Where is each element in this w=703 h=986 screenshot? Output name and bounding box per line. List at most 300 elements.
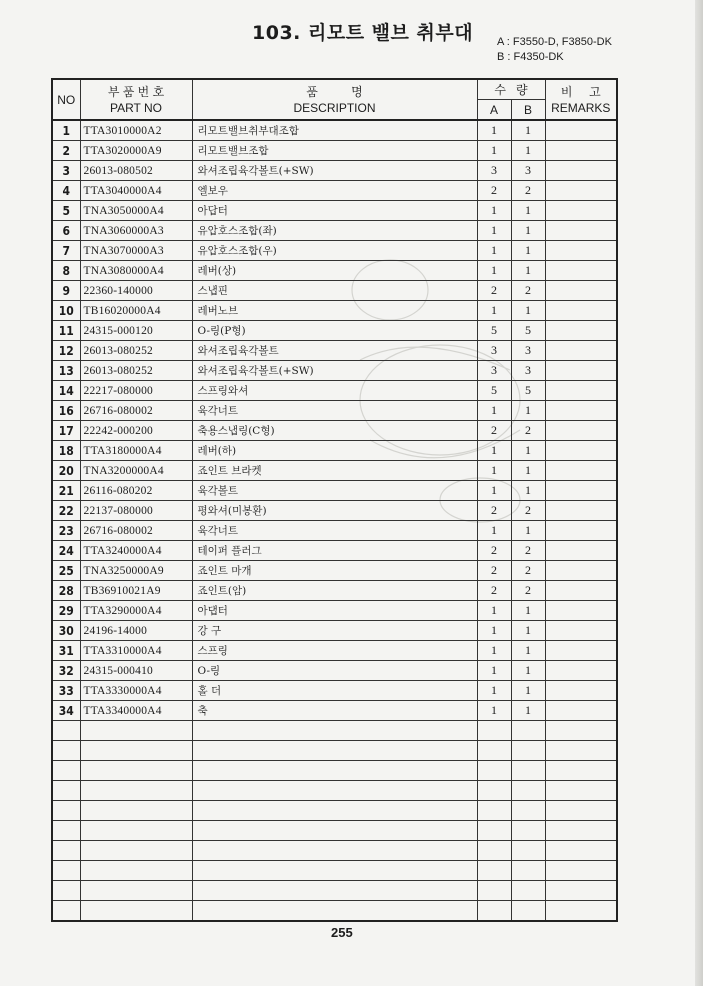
empty-row [52,901,617,922]
header-desc-en: DESCRIPTION [293,100,376,115]
empty-cell [80,741,192,761]
remarks-cell [545,601,617,621]
item-number-cell: 34 [52,701,80,721]
remarks-cell [545,141,617,161]
empty-cell [511,761,545,781]
empty-cell [545,721,617,741]
empty-cell [477,841,511,861]
header-qty: 수 량 [477,79,545,100]
qty-b-cell: 1 [511,301,545,321]
description-cell: 평와셔(미봉환) [192,501,477,521]
remarks-cell [545,241,617,261]
qty-a-cell: 3 [477,341,511,361]
qty-a-cell: 2 [477,581,511,601]
remarks-cell [545,361,617,381]
empty-row [52,881,617,901]
part-number-cell: TTA3290000A4 [80,601,192,621]
empty-cell [192,761,477,781]
qty-a-cell: 1 [477,441,511,461]
item-number-cell: 18 [52,441,80,461]
table-row [52,141,617,161]
qty-a-cell: 1 [477,621,511,641]
table-row [52,201,617,221]
item-number-cell: 3 [52,161,80,181]
item-number-cell: 28 [52,581,80,601]
qty-b-cell: 2 [511,501,545,521]
qty-b-cell: 2 [511,581,545,601]
empty-cell [192,801,477,821]
qty-a-cell: 1 [477,261,511,281]
item-number-cell: 23 [52,521,80,541]
empty-cell [80,841,192,861]
item-number-cell: 13 [52,361,80,381]
header-remarks-en: REMARKS [551,100,611,115]
qty-a-cell: 2 [477,421,511,441]
qty-a-cell: 1 [477,201,511,221]
remarks-cell [545,381,617,401]
empty-cell [80,781,192,801]
table-row [52,281,617,301]
description-cell: 죠인트(암) [192,581,477,601]
description-cell: 스프링와셔 [192,381,477,401]
qty-a-cell: 1 [477,401,511,421]
qty-b-cell: 1 [511,641,545,661]
item-number-cell: 20 [52,461,80,481]
description-cell: 스프링 [192,641,477,661]
model-note-b: B : F4350-DK [497,51,564,63]
remarks-cell [545,281,617,301]
empty-cell [545,881,617,901]
empty-cell [52,801,80,821]
part-number-cell: 22137-080000 [80,501,192,521]
item-number-cell: 17 [52,421,80,441]
page-number: 255 [331,925,353,940]
description-cell: 유압호스조합(좌) [192,221,477,241]
description-cell: 육각너트 [192,401,477,421]
part-number-cell: 26716-080002 [80,521,192,541]
item-number-cell: 2 [52,141,80,161]
part-number-cell: TTA3180000A4 [80,441,192,461]
qty-a-cell: 1 [477,221,511,241]
qty-b-cell: 1 [511,701,545,721]
description-cell: 축 [192,701,477,721]
empty-row [52,741,617,761]
item-number-cell: 22 [52,501,80,521]
remarks-cell [545,561,617,581]
empty-row [52,841,617,861]
item-number-cell: 21 [52,481,80,501]
table-row [52,601,617,621]
empty-cell [52,881,80,901]
table-row [52,541,617,561]
part-number-cell: 26116-080202 [80,481,192,501]
part-number-cell: TNA3070000A3 [80,241,192,261]
description-cell: 와셔조립육각볼트 [192,341,477,361]
table-row [52,501,617,521]
part-number-cell: 22242-000200 [80,421,192,441]
part-number-cell: TTA3340000A4 [80,701,192,721]
part-number-cell: TNA3250000A9 [80,561,192,581]
empty-cell [192,881,477,901]
qty-a-cell: 1 [477,301,511,321]
remarks-cell [545,581,617,601]
empty-cell [477,881,511,901]
empty-cell [80,721,192,741]
qty-b-cell: 1 [511,481,545,501]
empty-cell [52,781,80,801]
qty-b-cell: 1 [511,120,545,141]
empty-cell [511,881,545,901]
header-qty-a: A [477,100,511,121]
description-cell: 스냅핀 [192,281,477,301]
header-description [192,79,477,120]
qty-a-cell: 5 [477,381,511,401]
empty-cell [80,801,192,821]
empty-cell [511,841,545,861]
part-number-cell: TTA3040000A4 [80,181,192,201]
empty-row [52,821,617,841]
table-row [52,701,617,721]
part-number-cell: TNA3200000A4 [80,461,192,481]
empty-cell [545,821,617,841]
header-remarks-ko: 비 고 [560,84,601,99]
description-cell: 육각볼트 [192,481,477,501]
empty-cell [192,781,477,801]
empty-cell [545,861,617,881]
qty-b-cell: 1 [511,441,545,461]
item-number-cell: 12 [52,341,80,361]
table-row [52,341,617,361]
empty-cell [80,821,192,841]
empty-cell [192,841,477,861]
description-cell: 육각너트 [192,521,477,541]
qty-a-cell: 2 [477,181,511,201]
header-part-en: PART NO [109,100,162,115]
empty-cell [511,741,545,761]
header-part-ko: 부 품 번 호 [107,84,165,99]
empty-cell [52,741,80,761]
remarks-cell [545,441,617,461]
remarks-cell [545,161,617,181]
table-row [52,120,617,141]
remarks-cell [545,681,617,701]
part-number-cell: TTA3310000A4 [80,641,192,661]
empty-row [52,801,617,821]
qty-b-cell: 3 [511,361,545,381]
empty-cell [52,721,80,741]
empty-cell [192,901,477,922]
empty-row [52,761,617,781]
description-cell: 리모트밸브조합 [192,141,477,161]
qty-b-cell: 2 [511,541,545,561]
empty-cell [477,761,511,781]
item-number-cell: 14 [52,381,80,401]
part-number-cell: 26013-080502 [80,161,192,181]
description-cell: 리모트밸브취부대조합 [192,120,477,141]
empty-cell [80,761,192,781]
description-cell: 강 구 [192,621,477,641]
header-part-no [80,79,192,120]
model-note-a: A : F3550-D, F3850-DK [497,36,612,48]
empty-cell [511,901,545,922]
part-number-cell: 24315-000120 [80,321,192,341]
remarks-cell [545,461,617,481]
qty-a-cell: 1 [477,521,511,541]
parts-table [51,78,618,922]
part-number-cell: 26013-080252 [80,361,192,381]
qty-a-cell: 1 [477,661,511,681]
empty-cell [511,721,545,741]
description-cell: 와셔조립육각볼트(+SW) [192,161,477,181]
qty-b-cell: 1 [511,221,545,241]
remarks-cell [545,621,617,641]
empty-cell [545,901,617,922]
remarks-cell [545,261,617,281]
page-edge [695,0,703,986]
item-number-cell: 10 [52,301,80,321]
qty-a-cell: 2 [477,541,511,561]
empty-cell [511,821,545,841]
item-number-cell: 1 [52,120,80,141]
empty-cell [511,801,545,821]
remarks-cell [545,221,617,241]
table-row [52,181,617,201]
qty-a-cell: 5 [477,321,511,341]
empty-cell [52,861,80,881]
remarks-cell [545,421,617,441]
remarks-cell [545,321,617,341]
remarks-cell [545,341,617,361]
part-number-cell: TNA3050000A4 [80,201,192,221]
remarks-cell [545,701,617,721]
item-number-cell: 31 [52,641,80,661]
table-row [52,621,617,641]
qty-a-cell: 1 [477,241,511,261]
empty-cell [52,901,80,922]
qty-b-cell: 1 [511,681,545,701]
table-row [52,421,617,441]
empty-cell [80,861,192,881]
part-number-cell: 22217-080000 [80,381,192,401]
table-row [52,461,617,481]
qty-b-cell: 3 [511,161,545,181]
table-row [52,681,617,701]
description-cell: 죠인트 마개 [192,561,477,581]
empty-cell [52,821,80,841]
item-number-cell: 29 [52,601,80,621]
table-row [52,441,617,461]
table-row [52,161,617,181]
qty-a-cell: 2 [477,561,511,581]
qty-a-cell: 1 [477,141,511,161]
empty-cell [477,741,511,761]
empty-cell [477,721,511,741]
qty-a-cell: 3 [477,161,511,181]
description-cell: 홀 더 [192,681,477,701]
table-row [52,241,617,261]
item-number-cell: 9 [52,281,80,301]
qty-b-cell: 2 [511,181,545,201]
empty-cell [545,761,617,781]
qty-a-cell: 1 [477,601,511,621]
page-title: 103. 리모트 밸브 취부대 [252,22,474,44]
qty-a-cell: 2 [477,281,511,301]
qty-b-cell: 2 [511,421,545,441]
description-cell: 죠인트 브라켓 [192,461,477,481]
qty-b-cell: 1 [511,241,545,261]
description-cell: O-링 [192,661,477,681]
item-number-cell: 33 [52,681,80,701]
part-number-cell: TTA3020000A9 [80,141,192,161]
part-number-cell: 24196-14000 [80,621,192,641]
table-row [52,381,617,401]
item-number-cell: 4 [52,181,80,201]
remarks-cell [545,501,617,521]
qty-b-cell: 1 [511,661,545,681]
qty-a-cell: 1 [477,481,511,501]
part-number-cell: 26716-080002 [80,401,192,421]
empty-cell [477,821,511,841]
item-number-cell: 8 [52,261,80,281]
qty-a-cell: 1 [477,701,511,721]
empty-cell [545,781,617,801]
remarks-cell [545,521,617,541]
qty-b-cell: 1 [511,141,545,161]
qty-b-cell: 1 [511,601,545,621]
part-number-cell: 22360-140000 [80,281,192,301]
qty-b-cell: 1 [511,261,545,281]
part-number-cell: TB36910021A9 [80,581,192,601]
empty-row [52,781,617,801]
qty-b-cell: 2 [511,281,545,301]
part-number-cell: 26013-080252 [80,341,192,361]
empty-cell [52,841,80,861]
item-number-cell: 5 [52,201,80,221]
item-number-cell: 6 [52,221,80,241]
table-row [52,481,617,501]
qty-b-cell: 5 [511,321,545,341]
qty-b-cell: 1 [511,401,545,421]
empty-cell [477,801,511,821]
remarks-cell [545,401,617,421]
item-number-cell: 7 [52,241,80,261]
table-row [52,321,617,341]
item-number-cell: 16 [52,401,80,421]
empty-cell [477,901,511,922]
description-cell: 와셔조립육각볼트(+SW) [192,361,477,381]
description-cell: 아댑터 [192,601,477,621]
part-number-cell: TTA3010000A2 [80,120,192,141]
description-cell: 레버(상) [192,261,477,281]
table-row [52,661,617,681]
table-row [52,221,617,241]
remarks-cell [545,641,617,661]
header-no: NO [52,79,80,120]
header-qty-b: B [511,100,545,121]
remarks-cell [545,301,617,321]
remarks-cell [545,481,617,501]
empty-cell [477,861,511,881]
table-row [52,521,617,541]
empty-cell [545,841,617,861]
empty-row [52,721,617,741]
qty-a-cell: 1 [477,681,511,701]
qty-b-cell: 2 [511,561,545,581]
qty-b-cell: 3 [511,341,545,361]
qty-a-cell: 1 [477,120,511,141]
part-number-cell: TTA3240000A4 [80,541,192,561]
remarks-cell [545,120,617,141]
empty-cell [80,901,192,922]
qty-a-cell: 3 [477,361,511,381]
item-number-cell: 24 [52,541,80,561]
table-row [52,561,617,581]
empty-cell [192,721,477,741]
item-number-cell: 30 [52,621,80,641]
remarks-cell [545,181,617,201]
empty-cell [477,781,511,801]
description-cell: 테이퍼 플러그 [192,541,477,561]
remarks-cell [545,201,617,221]
remarks-cell [545,661,617,681]
qty-a-cell: 2 [477,501,511,521]
qty-a-cell: 1 [477,641,511,661]
description-cell: 레버노브 [192,301,477,321]
table-row [52,261,617,281]
empty-cell [80,881,192,901]
empty-cell [192,741,477,761]
qty-b-cell: 1 [511,461,545,481]
table-row [52,581,617,601]
table-row [52,301,617,321]
description-cell: O-링(P형) [192,321,477,341]
qty-b-cell: 1 [511,521,545,541]
part-number-cell: TNA3060000A3 [80,221,192,241]
table-row [52,361,617,381]
empty-row [52,861,617,881]
part-number-cell: TTA3330000A4 [80,681,192,701]
header-desc-ko: 품 명 [306,84,363,99]
description-cell: 엘보우 [192,181,477,201]
table-row [52,641,617,661]
table-row [52,401,617,421]
part-number-cell: 24315-000410 [80,661,192,681]
qty-a-cell: 1 [477,461,511,481]
empty-cell [545,801,617,821]
part-number-cell: TNA3080000A4 [80,261,192,281]
description-cell: 유압호스조합(우) [192,241,477,261]
description-cell: 레버(하) [192,441,477,461]
qty-b-cell: 1 [511,201,545,221]
qty-b-cell: 1 [511,621,545,641]
qty-b-cell: 5 [511,381,545,401]
empty-cell [511,861,545,881]
part-number-cell: TB16020000A4 [80,301,192,321]
parts-body [52,120,617,921]
description-cell: 아답터 [192,201,477,221]
description-cell: 축용스냅링(C형) [192,421,477,441]
item-number-cell: 32 [52,661,80,681]
empty-cell [192,861,477,881]
empty-cell [192,821,477,841]
empty-cell [52,761,80,781]
remarks-cell [545,541,617,561]
empty-cell [511,781,545,801]
header-remarks [545,79,617,120]
item-number-cell: 11 [52,321,80,341]
item-number-cell: 25 [52,561,80,581]
empty-cell [545,741,617,761]
